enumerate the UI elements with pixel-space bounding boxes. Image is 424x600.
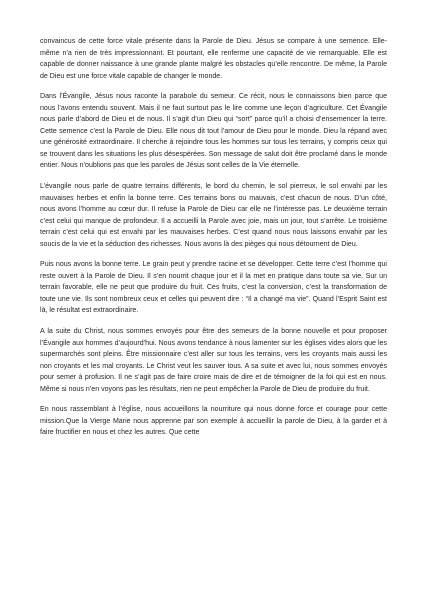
document-page bbox=[40, 36, 387, 448]
paragraph-semeurs-mission: A la suite du Christ, nous sommes envoyés pour être des semeurs de la bonne nouvelle et pour proposer l’Évangile aux hommes d’aujourd’hui. Nous avons tendance à nous lamenter sur les églises vides alors que les supermarchés sont pleins. Être missionnaire c’est aller sur tous les terrains, vers les croyants mais aussi les non croyants et les mal croyants. Le Christ veut les sauver tous. A sa suite et avec lui, nous sommes envoyés pour semer à profusion. Il ne s’agit pas de faire croire mais de dire et de témoigner de la foi qui est en nous. Même si nous n’en voyons pas les résultats, rien ne peut empêcher la Parole de Dieu de produire du fruit. bbox=[40, 328, 387, 393]
paragraph-quatre-terrains: L’évangile nous parle de quatre terrains différents, le bord du chemin, le sol pierreux, le sol envahi par les mauvaises herbes et enfin la bonne terre. Ces terrains bons ou mauvais, c’est chacun de nous. D’un côté, nous avons l’homme au cœur dur. Il refuse la Parole de Dieu car elle ne l’intéresse pas. Le deuxième terrain c’est celui qui manque de profondeur. Il a accueilli la Parole avec joie, mais un jour, tout s’arrête. Le troisième terrain c’est celui qui est envahi par les mauvaises herbes. C’est quand nous nous laissons envahir par les soucis de la vie et la séduction des richesses. Nous avons là des pièges qui nous détournent de Dieu. bbox=[40, 183, 387, 248]
paragraph-semence: convaincus de cette force vitale présente dans la Parole de Dieu. Jésus se compare à une semence. Elle-même n’a rien de très impressionnant. Et pourtant, elle renferme une capacité de vie remarquable. Elle est capable de donner naissance à une grande plante malgré les obstacles qu’elle rencontre. De même, la Parole de Dieu est une force vitale capable de changer le monde. bbox=[40, 38, 387, 80]
paragraph-eglise-vierge-marie: En nous rassemblant à l’église, nous accueillons la nourriture qui nous donne force et courage pour cette mission.Que la Vierge Marie nous apprenne par son exemple à accueillir la parole de Dieu, à la garder et à faire fructifier en nous et chez les autres. Que cette bbox=[40, 406, 387, 437]
paragraph-parabole-semeur: Dans l’Évangile, Jésus nous raconte la parabole du semeur. Ce récit, nous le connaissons bien parce que nous l’avons entendu souvent. Mais il ne faut surtout pas le lire comme une leçon d’agriculture. Cet Évangile nous parle d’abord de Dieu et de nous. Il s’agit d’un Dieu qui “sort” parce qu’il a choisi d’ensemencer la terre. Cette semence c’est la Parole de Dieu. Elle nous dit tout l’amour de Dieu pour le monde. Dieu la répand avec une générosité extraordinaire. Il cherche à rejoindre tous les hommes sur tous les terrains, y compris ceux qui se trouvent dans les situations les plus désespérées. Son message de salut doit être proclamé dans le monde entier. Nous n’oublions pas que les paroles de Jésus sont celles de la Vie éternelle. bbox=[40, 93, 387, 170]
paragraph-bonne-terre: Puis nous avons la bonne terre. Le grain peut y prendre racine et se développer. Cette terre c’est l’homme qui reste ouvert à la Parole de Dieu. Il s’en nourrit chaque jour et il la met en pratique dans toute sa vie. Sur un terrain favorable, elle ne peut que produire du fruit. Ces fruits, c’est la conversion, c’est la transformation de toute une vie. Ils sont nombreux ceux et celles qui peuvent dire : “Il a changé ma vie”. Quand l’Esprit Saint est là, le résultat est extraordinaire. bbox=[40, 261, 387, 315]
